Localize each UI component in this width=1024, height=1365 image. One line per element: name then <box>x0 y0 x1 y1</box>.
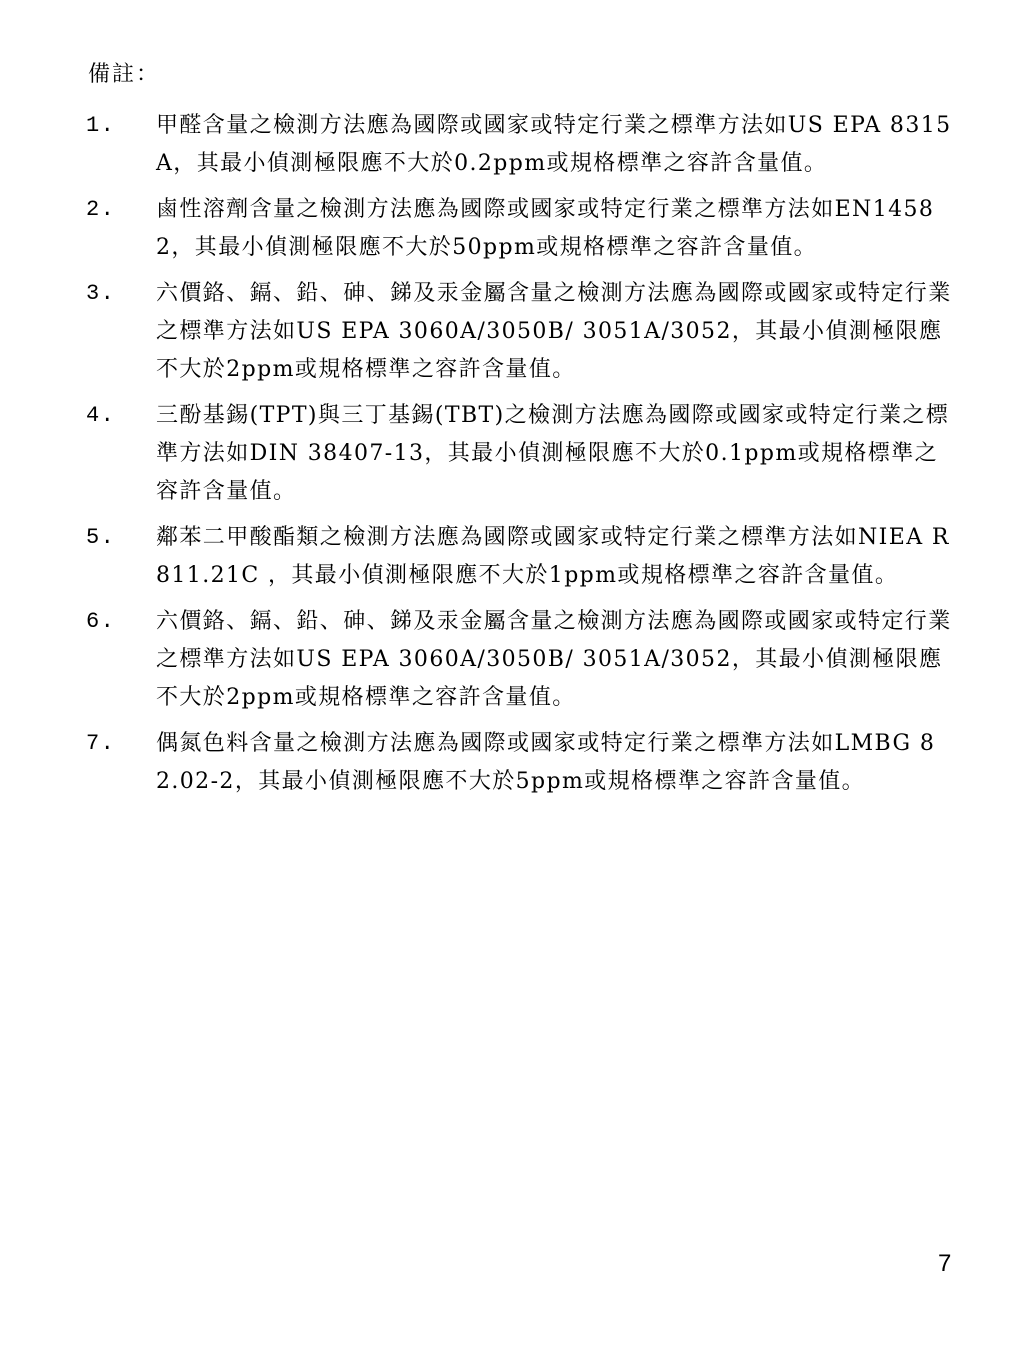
note-text: 六價鉻、鎘、鉛、砷、銻及汞金屬含量之檢測方法應為國際或國家或特定行業之標準方法如US EPA 3060A/3050B/ 3051A/3052，其最小偵測極限應不大於2ppm或規格標準之容許含量值。 <box>156 609 952 710</box>
note-text: 甲醛含量之檢測方法應為國際或國家或特定行業之標準方法如US EPA 8315A，其最小偵測極限應不大於0.2ppm或規格標準之容許含量值。 <box>156 113 952 176</box>
note-item <box>86 725 958 801</box>
notes-heading: 備註： <box>88 62 161 87</box>
note-number: 2. <box>86 197 116 222</box>
notes-list <box>86 107 958 809</box>
note-text: 偶氮色料含量之檢測方法應為國際或國家或特定行業之標準方法如LMBG 82.02-2，其最小偵測極限應不大於5ppm或規格標準之容許含量值。 <box>156 731 936 794</box>
note-number: 6. <box>86 609 116 634</box>
note-number: 4. <box>86 403 116 428</box>
note-number: 7. <box>86 731 116 756</box>
page-number: 7 <box>938 1250 952 1277</box>
note-item <box>86 603 958 717</box>
note-text: 六價鉻、鎘、鉛、砷、銻及汞金屬含量之檢測方法應為國際或國家或特定行業之標準方法如US EPA 3060A/3050B/ 3051A/3052，其最小偵測極限應不大於2ppm或規格標準之容許含量值。 <box>156 281 952 382</box>
note-number: 1. <box>86 113 116 138</box>
note-text: 鹵性溶劑含量之檢測方法應為國際或國家或特定行業之標準方法如EN14582，其最小偵測極限應不大於50ppm或規格標準之容許含量值。 <box>156 197 935 260</box>
note-text: 三酚基錫(TPT)與三丁基錫(TBT)之檢測方法應為國際或國家或特定行業之標準方法如DIN 38407-13，其最小偵測極限應不大於0.1ppm或規格標準之容許含量值。 <box>156 403 950 504</box>
note-item <box>86 519 958 595</box>
note-number: 3. <box>86 281 116 306</box>
note-item <box>86 397 958 511</box>
note-item <box>86 275 958 389</box>
note-item <box>86 191 958 267</box>
note-item <box>86 107 958 183</box>
note-number: 5. <box>86 525 116 550</box>
note-text: 鄰苯二甲酸酯類之檢測方法應為國際或國家或特定行業之標準方法如NIEA R811.21C ，其最小偵測極限應不大於1ppm或規格標準之容許含量值。 <box>156 525 950 588</box>
